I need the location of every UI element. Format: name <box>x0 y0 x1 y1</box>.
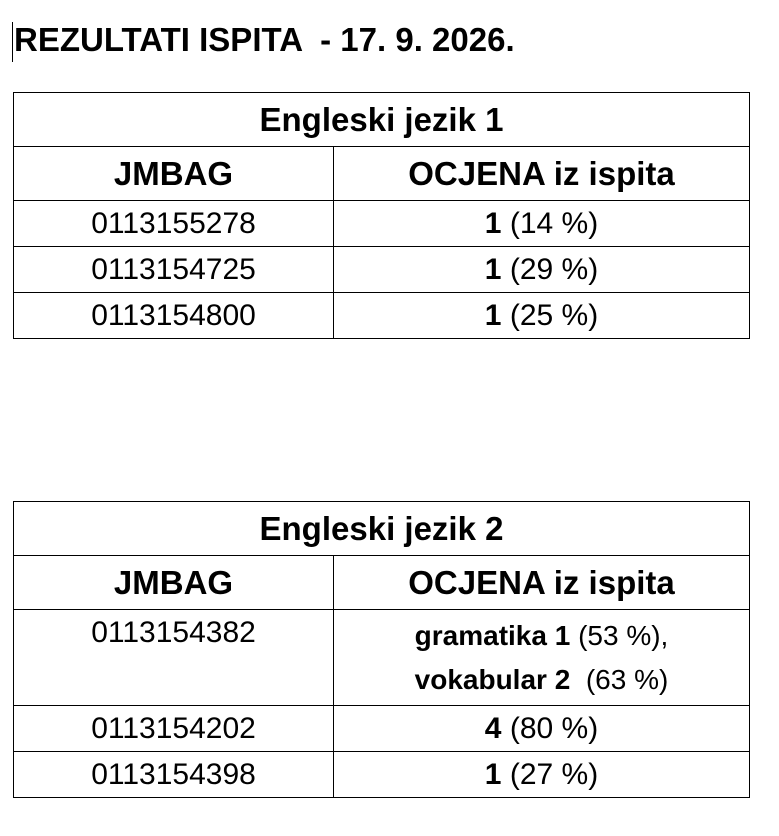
grade-percent: (25 %) <box>509 298 599 332</box>
grade-cell <box>334 247 750 293</box>
table-row <box>14 201 750 247</box>
results-table-engleski-2 <box>13 501 750 798</box>
jmbag-cell: 0113154398 <box>14 752 334 798</box>
grade-cell <box>334 752 750 798</box>
page-title: REZULTATI ISPITA - 17. 9. 2026. <box>14 21 515 58</box>
jmbag-cell: 0113154725 <box>14 247 334 293</box>
grade-cell <box>334 201 750 247</box>
grade-value: 1 <box>484 757 502 791</box>
jmbag-cell: 0113154382 <box>14 610 334 706</box>
grade-part-percent: (53 %), <box>578 619 669 651</box>
table-row <box>14 247 750 293</box>
column-header-grade: OCJENA iz ispita <box>334 147 750 201</box>
grade-part-sep <box>570 620 578 651</box>
grade-value: 4 <box>484 711 502 745</box>
grade-value: 1 <box>484 252 502 286</box>
grade-value: 1 <box>484 206 502 240</box>
jmbag-cell: 0113154202 <box>14 706 334 752</box>
table-row <box>14 752 750 798</box>
jmbag-cell: 0113154800 <box>14 293 334 339</box>
grade-cell <box>334 610 750 706</box>
grade-part-vokabular <box>334 658 749 702</box>
jmbag-cell: 0113155278 <box>14 201 334 247</box>
subject-title: Engleski jezik 1 <box>14 93 750 147</box>
table-row <box>14 293 750 339</box>
column-header-jmbag: JMBAG <box>14 556 334 610</box>
column-header-grade: OCJENA iz ispita <box>334 556 750 610</box>
subject-title: Engleski jezik 2 <box>14 502 750 556</box>
grade-value: 1 <box>484 298 502 332</box>
column-header-jmbag: JMBAG <box>14 147 334 201</box>
table-row <box>14 706 750 752</box>
grade-cell <box>334 706 750 752</box>
grade-percent: (27 %) <box>509 757 599 791</box>
grade-part-label: vokabular 2 <box>414 663 571 695</box>
grade-part-label: gramatika 1 <box>414 619 571 651</box>
grade-percent: (29 %) <box>509 252 599 286</box>
grade-cell <box>334 293 750 339</box>
grade-part-percent: (63 %) <box>585 663 669 695</box>
results-table-engleski-1 <box>13 92 750 339</box>
table-row <box>14 610 750 706</box>
grade-percent: (80 %) <box>509 711 599 745</box>
grade-part-gramatika <box>334 614 749 658</box>
grade-percent: (14 %) <box>509 206 599 240</box>
grade-part-sep <box>570 664 586 695</box>
text-cursor <box>12 22 13 62</box>
